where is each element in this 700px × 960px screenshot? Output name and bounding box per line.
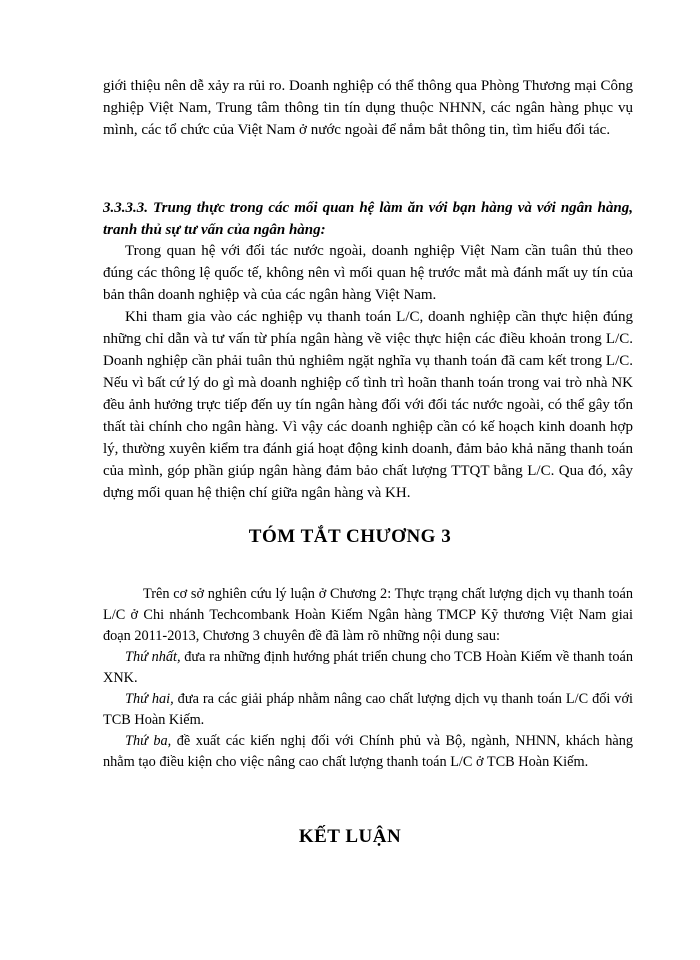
section-body <box>103 240 633 504</box>
summary-item <box>103 647 633 689</box>
intro-paragraph-block <box>103 75 633 141</box>
summary-item-lead: Thứ nhất, <box>125 649 181 665</box>
summary-item-lead: Thứ ba, <box>125 733 172 749</box>
summary-item <box>103 689 633 731</box>
summary-item-text: đưa ra những định hướng phát triển chung cho TCB Hoàn Kiếm về thanh toán XNK. <box>103 649 633 686</box>
section-heading: 3.3.3.3. Trung thực trong các mối quan hệ làm ăn với bạn hàng và với ngân hàng, tranh thủ sự tư vấn của ngân hàng: <box>103 200 633 238</box>
section-paragraph: Trong quan hệ với đối tác nước ngoài, doanh nghiệp Việt Nam cần tuân thủ theo đúng các thông lệ quốc tế, không nên vì mối quan hệ trước mắt mà đánh mất uy tín của bản thân doanh nghiệp và của các ngân hàng Việt Nam. <box>103 243 633 303</box>
summary-item-text: đề xuất các kiến nghị đối với Chính phủ và Bộ, ngành, NHNN, khách hàng nhằm tạo điều kiện cho việc nâng cao chất lượng thanh toán L/C ở TCB Hoàn Kiếm. <box>103 733 633 770</box>
section-paragraph: Khi tham gia vào các nghiệp vụ thanh toán L/C, doanh nghiệp cần thực hiện đúng những chỉ dẫn và tư vấn từ phía ngân hàng về việc thực hiện các điều khoản trong L/C. Doanh nghiệp cần phải tuân thủ nghiêm ngặt nghĩa vụ thanh toán đã cam kết trong L/C. Nếu vì bất cứ lý do gì mà doanh nghiệp cố tình trì hoãn thanh toán trong vai trò nhà NK đều ảnh hưởng trực tiếp đến uy tín ngân hàng đối với đối tác nước ngoài, có thể gây tổn thất tài chính cho ngân hàng. Vì vậy các doanh nghiệp cần có kế hoạch kinh doanh hợp lý, thường xuyên kiểm tra đánh giá hoạt động kinh doanh, đảm bảo khả năng thanh toán của mình, góp phần giúp ngân hàng đảm bảo chất lượng TTQT bằng L/C. Qua đó, xây dựng mối quan hệ thiện chí giữa ngân hàng và KH. <box>103 309 633 501</box>
summary-intro: Trên cơ sở nghiên cứu lý luận ở Chương 2: Thực trạng chất lượng dịch vụ thanh toán L/C ở Chi nhánh Techcombank Hoàn Kiếm Ngân hàng TMCP Kỹ thương Việt Nam giai đoạn 2011-2013, Chương 3 chuyên đề đã làm rõ những nội dung sau: <box>103 586 633 644</box>
summary-item-lead: Thứ hai, <box>125 691 174 707</box>
summary-item-text: đưa ra các giải pháp nhằm nâng cao chất lượng dịch vụ thanh toán L/C đối với TCB Hoàn Kiếm. <box>103 691 633 728</box>
summary-item <box>103 731 633 773</box>
intro-paragraph: giới thiệu nên dễ xảy ra rủi ro. Doanh nghiệp có thể thông qua Phòng Thương mại Công nghiệp Việt Nam, Trung tâm thông tin tín dụng thuộc NHNN, các ngân hàng phục vụ mình, các tổ chức của Việt Nam ở nước ngoài để nắm bắt thông tin, tìm hiểu đối tác. <box>103 78 633 138</box>
conclusion-title: KẾT LUẬN <box>298 826 402 847</box>
summary-body <box>103 584 633 773</box>
summary-title: TÓM TẮT CHƯƠNG 3 <box>248 526 452 547</box>
